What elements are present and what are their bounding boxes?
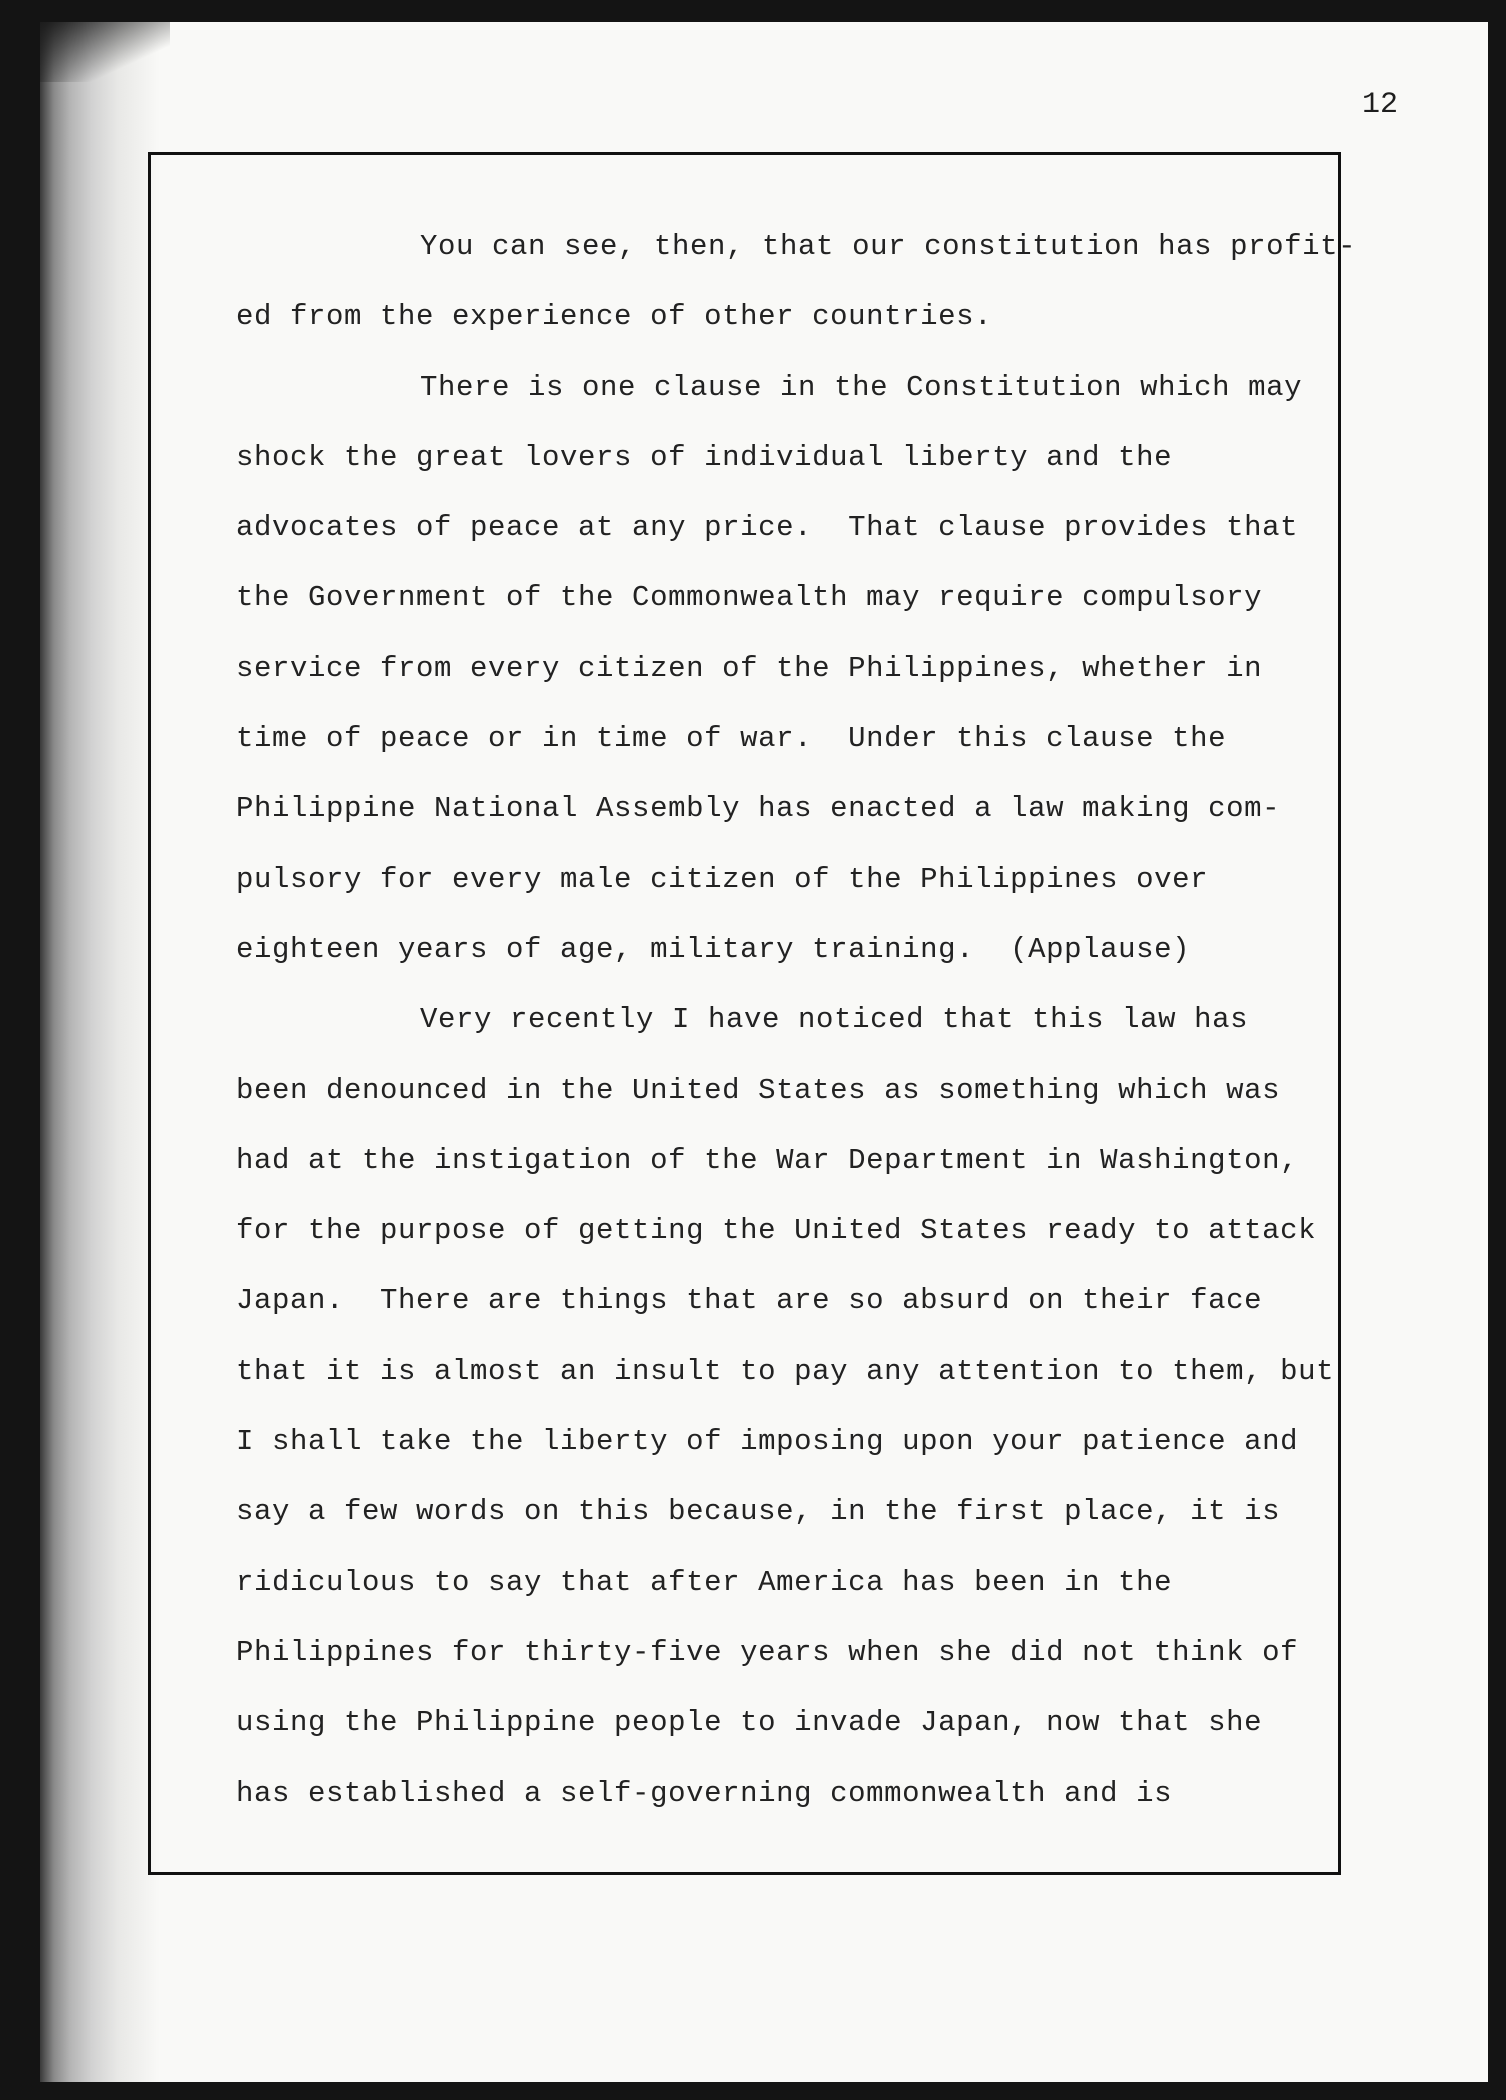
text-frame xyxy=(148,152,1357,1875)
text-line: the Government of the Commonwealth may require compulsory xyxy=(236,581,1263,615)
binding-corner-shadow xyxy=(40,22,170,82)
text-line: Japan. There are things that are so absurd on their face xyxy=(236,1284,1263,1318)
text-line: say a few words on this because, in the first place, it is xyxy=(236,1495,1281,1529)
text-line: shock the great lovers of individual liberty and the xyxy=(236,440,1173,474)
text-line: advocates of peace at any price. That clause provides that xyxy=(236,511,1299,545)
text-line: had at the instigation of the War Department in Washington, xyxy=(236,1143,1299,1177)
text-line: eighteen years of age, military training. (Applause) xyxy=(236,932,1191,966)
document-page xyxy=(40,22,1488,2082)
text-line: time of peace or in time of war. Under this clause the xyxy=(236,722,1227,756)
text-line: for the purpose of getting the United States ready to attack xyxy=(236,1214,1317,1248)
text-line: pulsory for every male citizen of the Philippines over xyxy=(236,862,1209,896)
text-line: been denounced in the United States as something which was xyxy=(236,1073,1281,1107)
text-line: has established a self-governing commonwealth and is xyxy=(236,1776,1173,1810)
text-line: using the Philippine people to invade Japan, now that she xyxy=(236,1706,1263,1740)
binding-shadow xyxy=(40,22,160,2082)
text-line: Very recently I have noticed that this law has xyxy=(420,1003,1249,1037)
text-line: service from every citizen of the Philippines, whether in xyxy=(236,651,1263,685)
page-number: 12 xyxy=(1362,88,1399,122)
text-line: Philippine National Assembly has enacted a law making com- xyxy=(236,792,1281,826)
body-text xyxy=(236,228,1357,1845)
text-line: ridiculous to say that after America has been in the xyxy=(236,1565,1173,1599)
text-line: I shall take the liberty of imposing upon your patience and xyxy=(236,1425,1299,1459)
text-line: ed from the experience of other countries. xyxy=(236,300,993,334)
text-line: Philippines for thirty-five years when she did not think of xyxy=(236,1635,1299,1669)
text-line: that it is almost an insult to pay any attention to them, but xyxy=(236,1354,1335,1388)
text-line: There is one clause in the Constitution which may xyxy=(420,370,1303,404)
text-line: You can see, then, that our constitution has profit- xyxy=(420,230,1357,263)
